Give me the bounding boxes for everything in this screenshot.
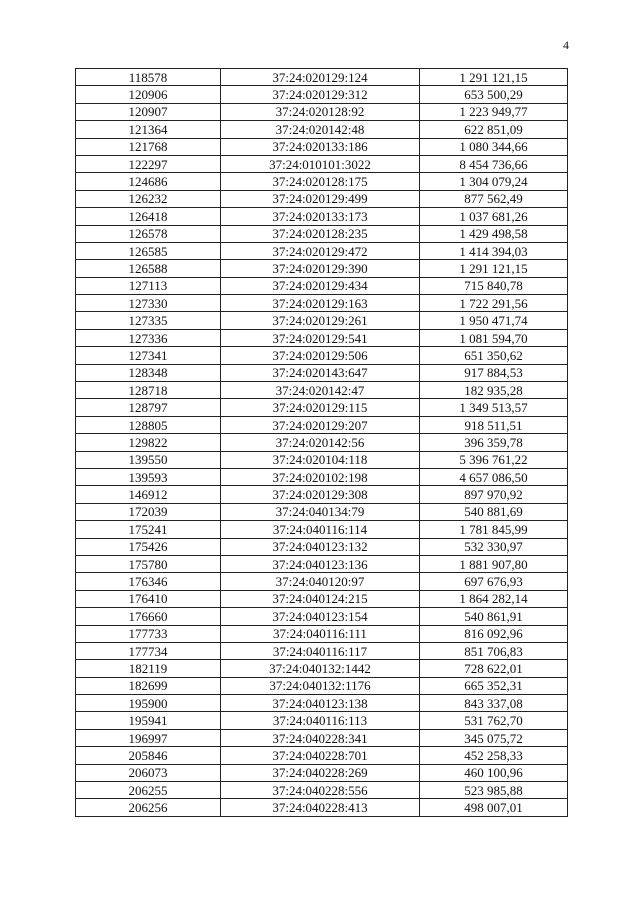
cadastral-number-cell: 37:24:040132:1442 <box>221 660 420 677</box>
cadastral-number-cell: 37:24:020129:472 <box>221 242 420 259</box>
cadastral-number-cell: 37:24:020142:56 <box>221 434 420 451</box>
cadastral-number-cell: 37:24:040123:154 <box>221 608 420 625</box>
cadastral-number-cell: 37:24:040228:556 <box>221 782 420 799</box>
record-id-cell: 206256 <box>76 799 221 816</box>
value-cell: 918 511,51 <box>420 416 568 433</box>
cadastral-number-cell: 37:24:040116:117 <box>221 642 420 659</box>
table-row <box>76 451 568 468</box>
record-id-cell: 127336 <box>76 329 221 346</box>
table-row <box>76 347 568 364</box>
record-id-cell: 139593 <box>76 468 221 485</box>
table-row <box>76 503 568 520</box>
table-row <box>76 555 568 572</box>
value-cell: 1 781 845,99 <box>420 521 568 538</box>
value-cell: 540 881,69 <box>420 503 568 520</box>
table-row <box>76 486 568 503</box>
table-row <box>76 642 568 659</box>
value-cell: 5 396 761,22 <box>420 451 568 468</box>
value-cell: 665 352,31 <box>420 677 568 694</box>
record-id-cell: 120907 <box>76 103 221 120</box>
value-cell: 843 337,08 <box>420 695 568 712</box>
value-cell: 851 706,83 <box>420 642 568 659</box>
table-row <box>76 799 568 816</box>
record-id-cell: 126585 <box>76 242 221 259</box>
table-row <box>76 312 568 329</box>
value-cell: 498 007,01 <box>420 799 568 816</box>
value-cell: 1 414 394,03 <box>420 242 568 259</box>
record-id-cell: 175426 <box>76 538 221 555</box>
cadastral-number-cell: 37:24:020129:434 <box>221 277 420 294</box>
value-cell: 1 429 498,58 <box>420 225 568 242</box>
table-row <box>76 712 568 729</box>
cadastral-number-cell: 37:24:020129:506 <box>221 347 420 364</box>
value-cell: 452 258,33 <box>420 747 568 764</box>
table-row <box>76 747 568 764</box>
record-id-cell: 175241 <box>76 521 221 538</box>
cadastral-number-cell: 37:24:020128:175 <box>221 173 420 190</box>
record-id-cell: 127330 <box>76 295 221 312</box>
table-row <box>76 173 568 190</box>
cadastral-number-cell: 37:24:020129:541 <box>221 329 420 346</box>
cadastral-number-cell: 37:24:020129:115 <box>221 399 420 416</box>
record-id-cell: 195941 <box>76 712 221 729</box>
value-cell: 1 223 949,77 <box>420 103 568 120</box>
cadastral-number-cell: 37:24:040134:79 <box>221 503 420 520</box>
table-row <box>76 208 568 225</box>
record-id-cell: 126232 <box>76 190 221 207</box>
cadastral-number-cell: 37:24:040116:114 <box>221 521 420 538</box>
cadastral-number-cell: 37:24:020128:235 <box>221 225 420 242</box>
cadastral-number-cell: 37:24:020133:186 <box>221 138 420 155</box>
value-cell: 728 622,01 <box>420 660 568 677</box>
table-row <box>76 190 568 207</box>
value-cell: 622 851,09 <box>420 121 568 138</box>
cadastral-number-cell: 37:24:020129:390 <box>221 260 420 277</box>
cadastral-number-cell: 37:24:040132:1176 <box>221 677 420 694</box>
cadastral-number-cell: 37:24:020129:163 <box>221 295 420 312</box>
table-row <box>76 468 568 485</box>
record-id-cell: 146912 <box>76 486 221 503</box>
table-row <box>76 242 568 259</box>
value-cell: 182 935,28 <box>420 382 568 399</box>
value-cell: 1 722 291,56 <box>420 295 568 312</box>
table-row <box>76 138 568 155</box>
cadastral-number-cell: 37:24:020142:47 <box>221 382 420 399</box>
cadastral-number-cell: 37:24:040124:215 <box>221 590 420 607</box>
value-cell: 1 881 907,80 <box>420 555 568 572</box>
record-id-cell: 128348 <box>76 364 221 381</box>
table-body <box>76 69 568 817</box>
cadastral-number-cell: 37:24:010101:3022 <box>221 155 420 172</box>
table-row <box>76 695 568 712</box>
cadastral-number-cell: 37:24:040120:97 <box>221 573 420 590</box>
record-id-cell: 129822 <box>76 434 221 451</box>
record-id-cell: 127113 <box>76 277 221 294</box>
record-id-cell: 121768 <box>76 138 221 155</box>
record-id-cell: 139550 <box>76 451 221 468</box>
value-cell: 897 970,92 <box>420 486 568 503</box>
record-id-cell: 182119 <box>76 660 221 677</box>
record-id-cell: 176660 <box>76 608 221 625</box>
value-cell: 1 081 594,70 <box>420 329 568 346</box>
value-cell: 1 349 513,57 <box>420 399 568 416</box>
table-row <box>76 329 568 346</box>
cadastral-number-cell: 37:24:040123:132 <box>221 538 420 555</box>
table-row <box>76 86 568 103</box>
value-cell: 345 075,72 <box>420 729 568 746</box>
table-row <box>76 677 568 694</box>
value-cell: 917 884,53 <box>420 364 568 381</box>
table-row <box>76 295 568 312</box>
value-cell: 1 080 344,66 <box>420 138 568 155</box>
record-id-cell: 124686 <box>76 173 221 190</box>
table-row <box>76 364 568 381</box>
cadastral-number-cell: 37:24:040228:269 <box>221 764 420 781</box>
record-id-cell: 176410 <box>76 590 221 607</box>
value-cell: 715 840,78 <box>420 277 568 294</box>
value-cell: 460 100,96 <box>420 764 568 781</box>
value-cell: 816 092,96 <box>420 625 568 642</box>
cadastral-number-cell: 37:24:020129:312 <box>221 86 420 103</box>
table-row <box>76 729 568 746</box>
cadastral-number-cell: 37:24:020129:261 <box>221 312 420 329</box>
table-row <box>76 399 568 416</box>
table-row <box>76 103 568 120</box>
cadastral-number-cell: 37:24:020143:647 <box>221 364 420 381</box>
value-cell: 396 359,78 <box>420 434 568 451</box>
cadastral-number-cell: 37:24:020104:118 <box>221 451 420 468</box>
value-cell: 523 985,88 <box>420 782 568 799</box>
cadastral-number-cell: 37:24:040123:138 <box>221 695 420 712</box>
cadastral-number-cell: 37:24:040116:111 <box>221 625 420 642</box>
page-number: 4 <box>563 38 569 52</box>
cadastral-number-cell: 37:24:020129:207 <box>221 416 420 433</box>
cadastral-number-cell: 37:24:020142:48 <box>221 121 420 138</box>
table-row <box>76 590 568 607</box>
table-row <box>76 416 568 433</box>
record-id-cell: 175780 <box>76 555 221 572</box>
table-row <box>76 782 568 799</box>
value-cell: 653 500,29 <box>420 86 568 103</box>
table-row <box>76 608 568 625</box>
record-id-cell: 128797 <box>76 399 221 416</box>
cadastral-number-cell: 37:24:020129:124 <box>221 69 420 86</box>
cadastral-number-cell: 37:24:020128:92 <box>221 103 420 120</box>
table-row <box>76 538 568 555</box>
value-cell: 1 864 282,14 <box>420 590 568 607</box>
value-cell: 877 562,49 <box>420 190 568 207</box>
record-id-cell: 126418 <box>76 208 221 225</box>
record-id-cell: 118578 <box>76 69 221 86</box>
table-row <box>76 625 568 642</box>
record-id-cell: 176346 <box>76 573 221 590</box>
value-cell: 532 330,97 <box>420 538 568 555</box>
record-id-cell: 177734 <box>76 642 221 659</box>
record-id-cell: 127335 <box>76 312 221 329</box>
record-id-cell: 126578 <box>76 225 221 242</box>
table-row <box>76 225 568 242</box>
cadastral-number-cell: 37:24:040116:113 <box>221 712 420 729</box>
cadastral-number-cell: 37:24:020102:198 <box>221 468 420 485</box>
table-row <box>76 121 568 138</box>
record-id-cell: 120906 <box>76 86 221 103</box>
table-row <box>76 660 568 677</box>
record-id-cell: 182699 <box>76 677 221 694</box>
table-row <box>76 521 568 538</box>
table-row <box>76 764 568 781</box>
record-id-cell: 206255 <box>76 782 221 799</box>
record-id-cell: 195900 <box>76 695 221 712</box>
cadastral-number-cell: 37:24:020133:173 <box>221 208 420 225</box>
data-table <box>75 68 568 817</box>
value-cell: 8 454 736,66 <box>420 155 568 172</box>
record-id-cell: 127341 <box>76 347 221 364</box>
value-cell: 531 762,70 <box>420 712 568 729</box>
table-row <box>76 69 568 86</box>
value-cell: 540 861,91 <box>420 608 568 625</box>
table-row <box>76 434 568 451</box>
record-id-cell: 206073 <box>76 764 221 781</box>
cadastral-number-cell: 37:24:040228:341 <box>221 729 420 746</box>
value-cell: 1 950 471,74 <box>420 312 568 329</box>
table-row <box>76 260 568 277</box>
value-cell: 697 676,93 <box>420 573 568 590</box>
record-id-cell: 172039 <box>76 503 221 520</box>
record-id-cell: 121364 <box>76 121 221 138</box>
value-cell: 1 037 681,26 <box>420 208 568 225</box>
cadastral-number-cell: 37:24:020129:308 <box>221 486 420 503</box>
record-id-cell: 196997 <box>76 729 221 746</box>
cadastral-number-cell: 37:24:040228:701 <box>221 747 420 764</box>
value-cell: 651 350,62 <box>420 347 568 364</box>
record-id-cell: 122297 <box>76 155 221 172</box>
table-row <box>76 382 568 399</box>
cadastral-number-cell: 37:24:040123:136 <box>221 555 420 572</box>
table-row <box>76 277 568 294</box>
record-id-cell: 126588 <box>76 260 221 277</box>
record-id-cell: 205846 <box>76 747 221 764</box>
table-row <box>76 573 568 590</box>
cadastral-number-cell: 37:24:020129:499 <box>221 190 420 207</box>
record-id-cell: 177733 <box>76 625 221 642</box>
value-cell: 1 291 121,15 <box>420 260 568 277</box>
record-id-cell: 128805 <box>76 416 221 433</box>
value-cell: 4 657 086,50 <box>420 468 568 485</box>
table-row <box>76 155 568 172</box>
cadastral-number-cell: 37:24:040228:413 <box>221 799 420 816</box>
value-cell: 1 304 079,24 <box>420 173 568 190</box>
value-cell: 1 291 121,15 <box>420 69 568 86</box>
record-id-cell: 128718 <box>76 382 221 399</box>
